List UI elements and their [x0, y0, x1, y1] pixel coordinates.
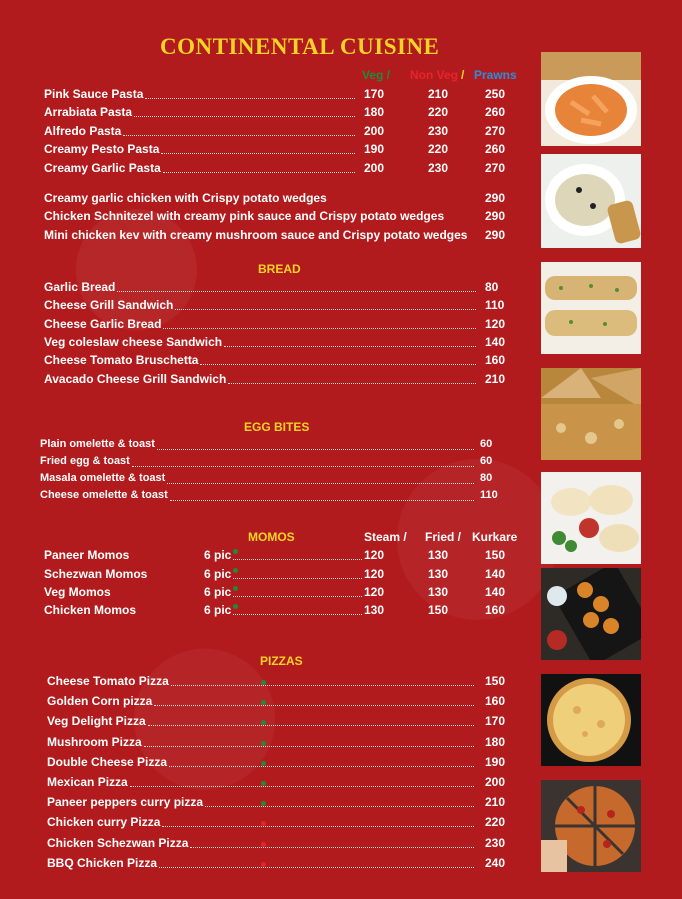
item-name: Golden Corn pizza [47, 694, 153, 708]
header-slash: / [461, 68, 465, 82]
price-steam: 120 [364, 585, 385, 599]
leader-dots [134, 116, 355, 117]
item-name: BBQ Chicken Pizza [47, 856, 158, 870]
item-price: 290 [485, 209, 506, 223]
price-nonveg: 220 [428, 105, 449, 119]
item-qty: 6 pic [204, 548, 232, 562]
leader-dots [228, 383, 476, 384]
item-name: Paneer Momos [44, 548, 130, 562]
leader-dots [161, 153, 355, 154]
price-nonveg: 220 [428, 142, 449, 156]
leader-dots [233, 578, 362, 579]
leader-dots [233, 596, 362, 597]
item-price: 120 [485, 317, 506, 331]
item-price: 220 [485, 815, 506, 829]
price-nonveg: 210 [428, 87, 449, 101]
leader-dots [159, 867, 474, 868]
veg-header: Veg / [362, 68, 391, 82]
item-name: Cheese Garlic Bread [44, 317, 162, 331]
item-name: Masala omelette & toast [40, 472, 166, 484]
sandwich-photo [541, 368, 641, 460]
veg-indicator-icon [261, 862, 266, 867]
item-price: 80 [485, 280, 499, 294]
price-veg: 170 [364, 87, 385, 101]
nonveg-header: Non Veg [410, 68, 459, 82]
veg-indicator-icon [233, 604, 238, 609]
item-price: 190 [485, 755, 506, 769]
veg-indicator-icon [261, 821, 266, 826]
leader-dots [132, 466, 474, 467]
price-kurkare: 140 [485, 585, 506, 599]
leader-dots [144, 746, 474, 747]
leader-dots [190, 847, 474, 848]
price-nonveg: 230 [428, 124, 449, 138]
price-prawns: 270 [485, 124, 506, 138]
item-name: Double Cheese Pizza [47, 755, 168, 769]
leader-dots [157, 449, 474, 450]
item-name: Veg coleslaw cheese Sandwich [44, 335, 223, 349]
veg-indicator-icon [261, 801, 266, 806]
item-name: Alfredo Pasta [44, 124, 122, 138]
kurkare-header: Kurkare [472, 530, 518, 544]
leader-dots [205, 806, 474, 807]
item-qty: 6 pic [204, 603, 232, 617]
item-name: Paneer peppers curry pizza [47, 795, 204, 809]
leader-dots [154, 705, 474, 706]
item-price: 170 [485, 714, 506, 728]
fried-header: Fried / [425, 530, 462, 544]
fried-momos-photo [541, 568, 641, 660]
item-price: 210 [485, 372, 506, 386]
price-fried: 130 [428, 585, 449, 599]
page-title: CONTINENTAL CUISINE [160, 34, 440, 59]
item-price: 160 [485, 353, 506, 367]
item-name: Cheese Tomato Pizza [47, 674, 169, 688]
pizzas-section-title: PIZZAS [260, 654, 303, 668]
item-price: 60 [480, 455, 493, 467]
item-price: 80 [480, 472, 493, 484]
price-kurkare: 150 [485, 548, 506, 562]
pizza-slices-photo [541, 780, 641, 872]
leader-dots [163, 328, 476, 329]
item-price: 210 [485, 795, 506, 809]
prawns-header: Prawns [474, 68, 517, 82]
item-price: 140 [485, 335, 506, 349]
item-name: Arrabiata Pasta [44, 105, 133, 119]
item-name: Chicken Schnitezel with creamy pink sauce and Crispy potato wedges [44, 209, 445, 223]
price-fried: 150 [428, 603, 449, 617]
veg-indicator-icon [261, 761, 266, 766]
leader-dots [233, 559, 362, 560]
price-steam: 120 [364, 548, 385, 562]
item-name: Fried egg & toast [40, 455, 130, 467]
momos-photo [541, 472, 641, 564]
price-veg: 190 [364, 142, 385, 156]
item-price: 60 [480, 438, 493, 450]
egg-section-title: EGG BITES [244, 420, 310, 434]
item-name: Garlic Bread [44, 280, 116, 294]
item-price: 160 [485, 694, 506, 708]
item-name: Cheese omelette & toast [40, 489, 168, 501]
price-fried: 130 [428, 567, 449, 581]
price-veg: 200 [364, 124, 385, 138]
leader-dots [169, 766, 474, 767]
leader-dots [170, 500, 474, 501]
item-price: 230 [485, 836, 506, 850]
price-veg: 200 [364, 161, 385, 175]
item-qty: 6 pic [204, 567, 232, 581]
price-kurkare: 160 [485, 603, 506, 617]
item-price: 200 [485, 775, 506, 789]
leader-dots [233, 614, 362, 615]
leader-dots [162, 826, 474, 827]
price-prawns: 260 [485, 105, 506, 119]
item-name: Mushroom Pizza [47, 735, 142, 749]
item-name: Chicken Momos [44, 603, 137, 617]
veg-indicator-icon [233, 568, 238, 573]
veg-indicator-icon [261, 781, 266, 786]
leader-dots [123, 135, 355, 136]
item-name: Schezwan Momos [44, 567, 148, 581]
leader-dots [117, 291, 476, 292]
price-prawns: 270 [485, 161, 506, 175]
item-name: Pink Sauce Pasta [44, 87, 144, 101]
creamy-pasta-photo [541, 154, 641, 248]
veg-indicator-icon [261, 700, 266, 705]
price-steam: 120 [364, 567, 385, 581]
leader-dots [130, 786, 474, 787]
item-name: Avacado Cheese Grill Sandwich [44, 372, 227, 386]
leader-dots [200, 364, 476, 365]
veg-indicator-icon [261, 720, 266, 725]
item-price: 110 [485, 298, 505, 312]
veg-indicator-icon [261, 842, 266, 847]
leader-dots [163, 172, 355, 173]
pasta-photo [541, 52, 641, 146]
price-veg: 180 [364, 105, 385, 119]
bread-section-title: BREAD [258, 262, 301, 276]
item-name: Plain omelette & toast [40, 438, 155, 450]
steam-header: Steam / [364, 530, 407, 544]
garlic-bread-photo [541, 262, 641, 354]
price-nonveg: 230 [428, 161, 449, 175]
item-price: 240 [485, 856, 506, 870]
item-name: Cheese Tomato Bruschetta [44, 353, 199, 367]
veg-indicator-icon [261, 680, 266, 685]
item-qty: 6 pic [204, 585, 232, 599]
price-prawns: 250 [485, 87, 506, 101]
price-prawns: 260 [485, 142, 506, 156]
item-price: 150 [485, 674, 506, 688]
item-price: 110 [480, 489, 498, 501]
price-kurkare: 140 [485, 567, 506, 581]
item-price: 180 [485, 735, 506, 749]
item-name: Creamy Pesto Pasta [44, 142, 160, 156]
item-name: Creamy Garlic Pasta [44, 161, 161, 175]
leader-dots [171, 685, 474, 686]
item-name: Creamy garlic chicken with Crispy potato wedges [44, 191, 327, 205]
leader-dots [148, 725, 474, 726]
item-name: Veg Momos [44, 585, 111, 599]
momos-section-title: MOMOS [248, 530, 295, 544]
item-price: 290 [485, 191, 506, 205]
item-name: Chicken Schezwan Pizza [47, 836, 189, 850]
leader-dots [175, 309, 476, 310]
price-fried: 130 [428, 548, 449, 562]
veg-indicator-icon [261, 741, 266, 746]
veg-indicator-icon [233, 586, 238, 591]
price-steam: 130 [364, 603, 385, 617]
leader-dots [145, 98, 355, 99]
item-name: Cheese Grill Sandwich [44, 298, 174, 312]
veg-indicator-icon [233, 549, 238, 554]
item-price: 290 [485, 228, 506, 242]
leader-dots [224, 346, 476, 347]
item-name: Chicken curry Pizza [47, 815, 161, 829]
leader-dots [167, 483, 474, 484]
item-name: Veg Delight Pizza [47, 714, 146, 728]
cheese-pizza-photo [541, 674, 641, 766]
item-name: Mini chicken kev with creamy mushroom sauce and Crispy potato wedges [44, 228, 468, 242]
item-name: Mexican Pizza [47, 775, 128, 789]
